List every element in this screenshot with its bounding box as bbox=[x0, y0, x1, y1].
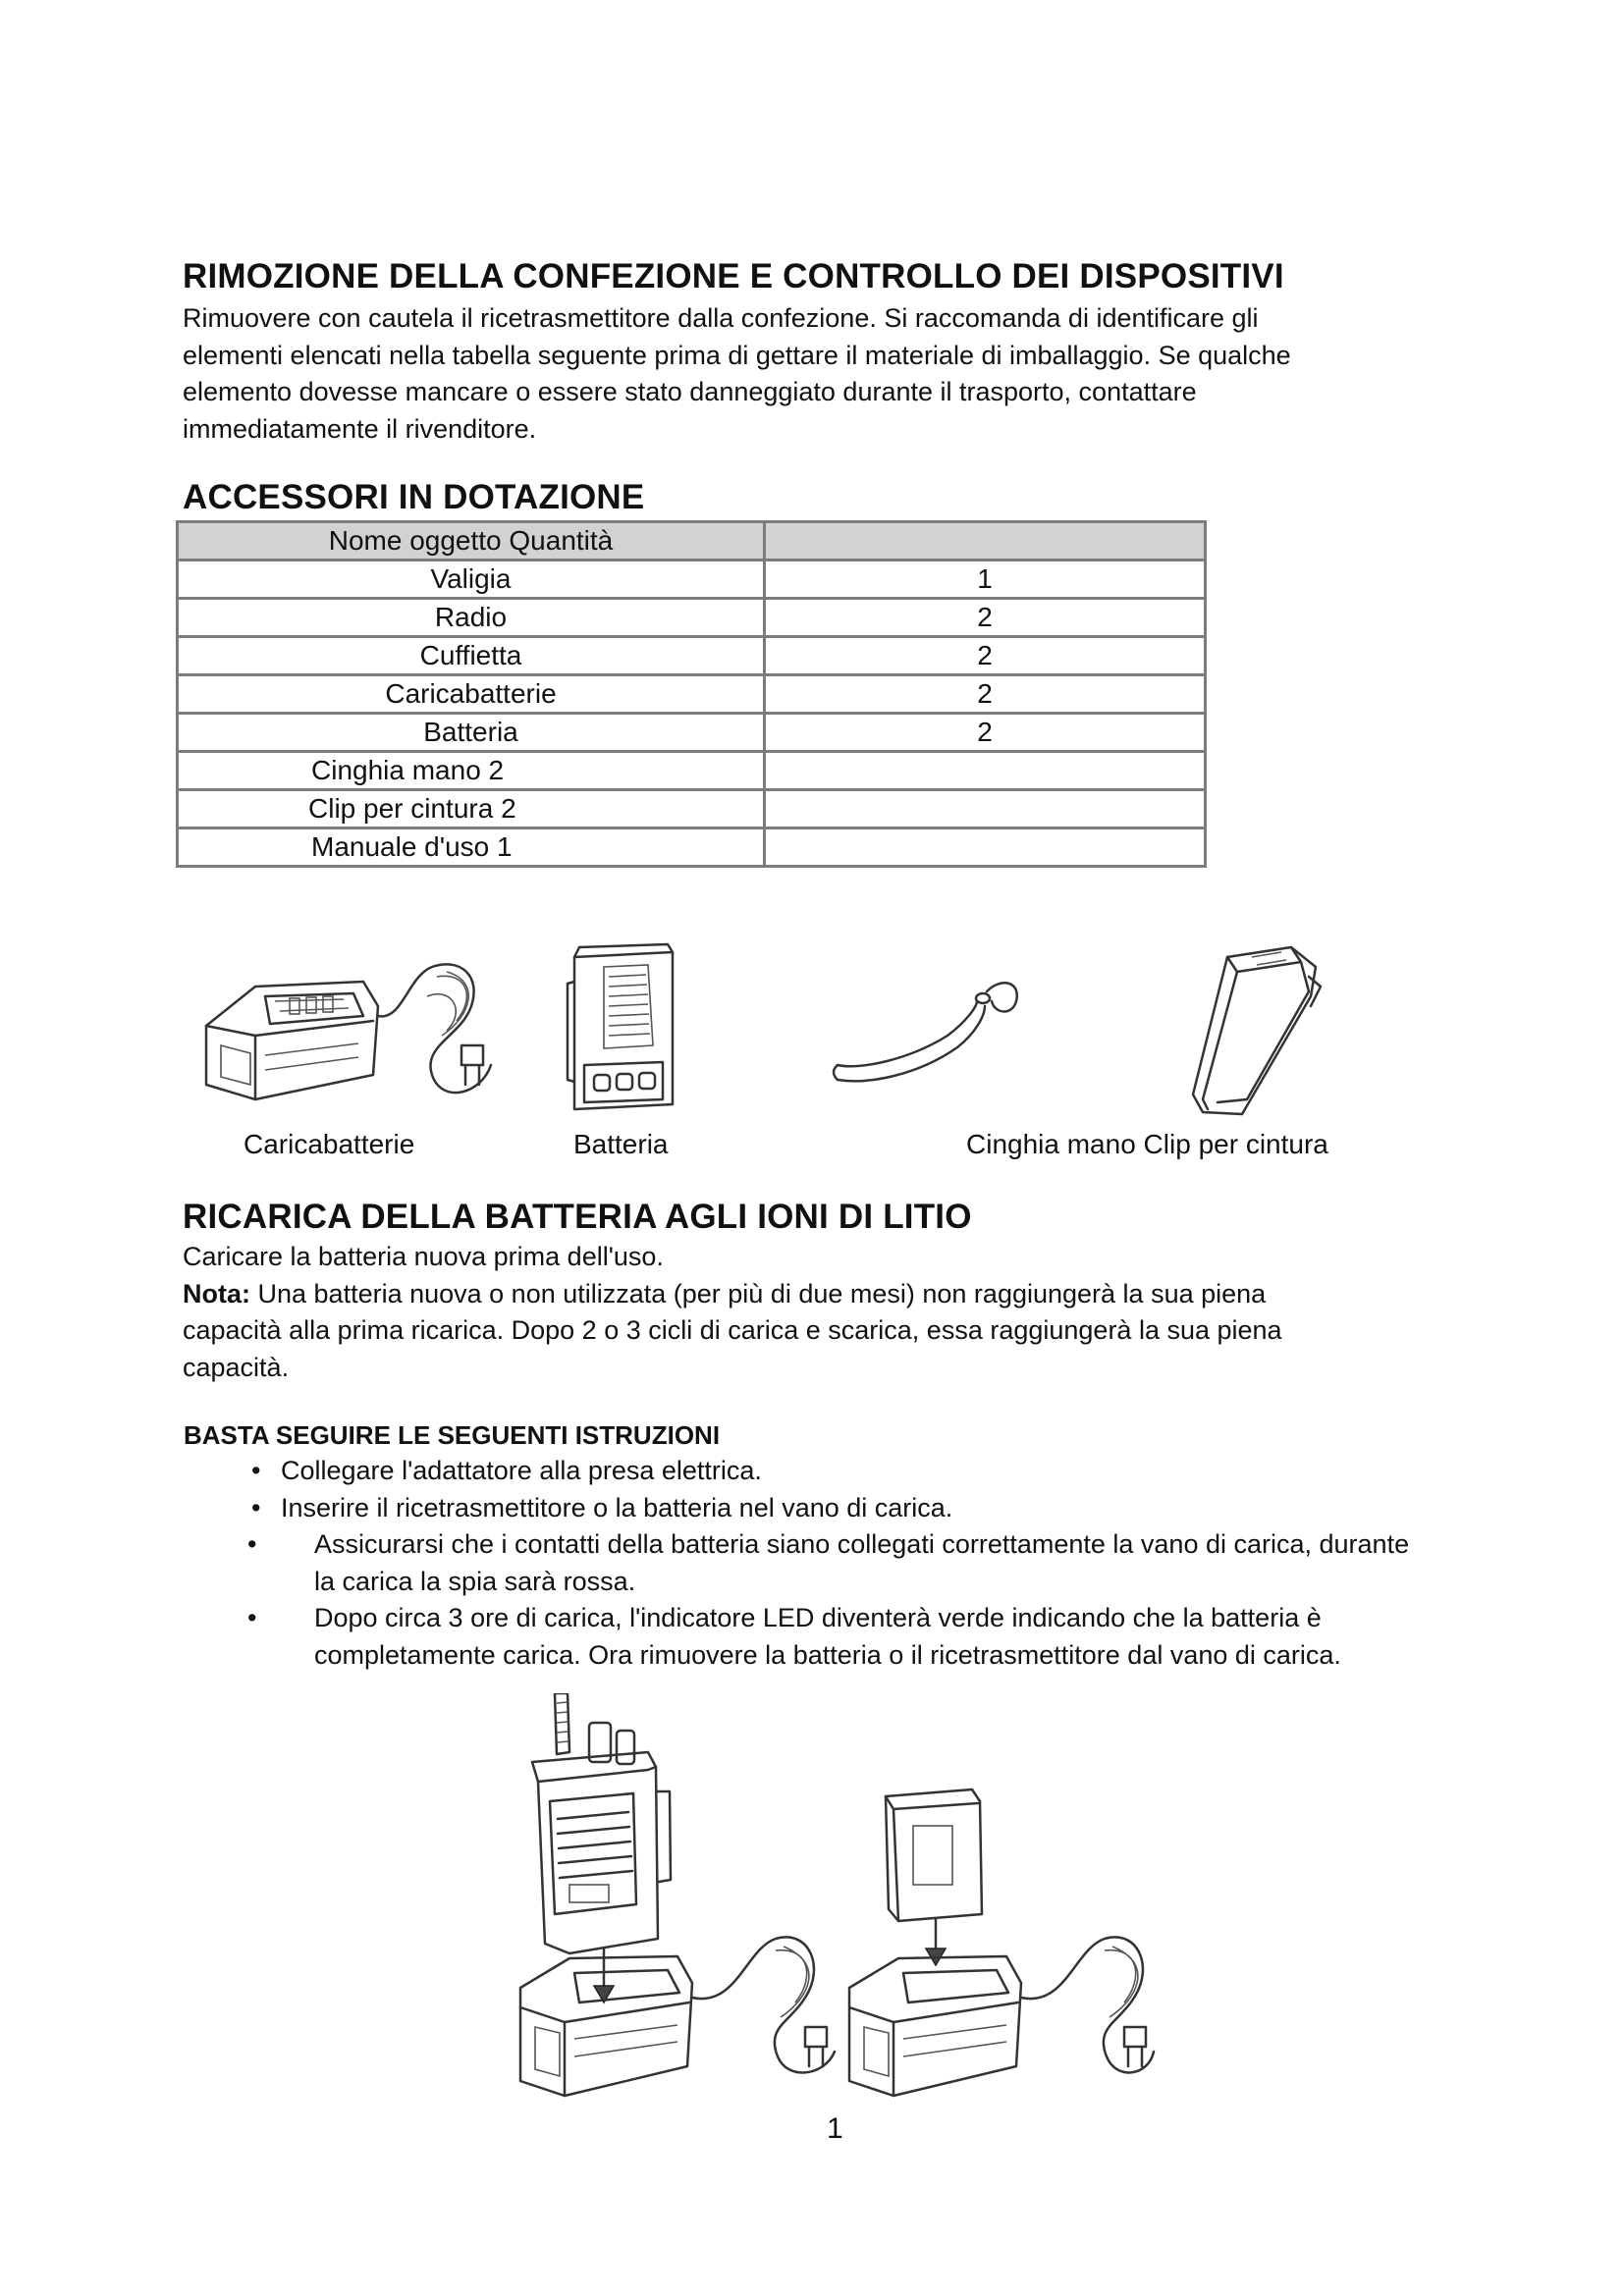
section-title-removal: RIMOZIONE DELLA CONFEZIONE E CONTROLLO DEI DISPOSITIVI bbox=[183, 257, 1284, 295]
radio-illustration bbox=[532, 1693, 671, 1953]
table-row bbox=[178, 637, 1206, 675]
note-line: capacità. bbox=[183, 1352, 290, 1382]
removal-line: elementi elencati nella tabella seguente prima di gettare il materiale di imballaggio. Se qualche bbox=[183, 340, 1291, 370]
caption-battery: Batteria bbox=[573, 1129, 669, 1159]
note-line bbox=[183, 1276, 1489, 1313]
caption-strap-clip: Cinghia mano Clip per cintura bbox=[966, 1129, 1328, 1159]
item-quantity: 1 bbox=[765, 561, 1206, 599]
section-title-accessories: ACCESSORI IN DOTAZIONE bbox=[183, 478, 645, 516]
note-label: Nota: bbox=[183, 1278, 250, 1308]
table-header-cell-empty bbox=[765, 522, 1206, 561]
item-quantity bbox=[765, 790, 1206, 828]
page-number: 1 bbox=[827, 2112, 843, 2145]
belt-clip-illustration bbox=[1173, 937, 1330, 1129]
hand-strap-illustration bbox=[830, 977, 1026, 1095]
item-quantity: 2 bbox=[765, 714, 1206, 752]
table-row bbox=[178, 790, 1206, 828]
left-charger-illustration bbox=[520, 1937, 835, 2096]
item-name: Valigia bbox=[178, 561, 765, 599]
list-item bbox=[183, 1453, 1498, 1490]
item-name: Radio bbox=[178, 599, 765, 637]
instruction-list bbox=[183, 1453, 1498, 1674]
bullet-icon: • bbox=[251, 1492, 261, 1522]
note-text: Una batteria nuova o non utilizzata (per più di due mesi) non raggiungerà la sua piena bbox=[250, 1278, 1267, 1308]
bullet-icon: • bbox=[251, 1456, 261, 1485]
table-row bbox=[178, 561, 1206, 599]
item-name: Manuale d'uso 1 bbox=[178, 828, 765, 867]
charger-illustration bbox=[196, 937, 511, 1124]
item-name: Clip per cintura 2 bbox=[178, 790, 765, 828]
standalone-battery-illustration bbox=[886, 1789, 982, 1921]
section-title-charging: RICARICA DELLA BATTERIA AGLI IONI DI LITIO bbox=[183, 1198, 972, 1236]
bullet-icon: • bbox=[247, 1603, 257, 1632]
item-quantity: 2 bbox=[765, 637, 1206, 675]
list-item bbox=[183, 1600, 1498, 1674]
item-name: Batteria bbox=[178, 714, 765, 752]
step-text: Assicurarsi che i contatti della batteria siano collegati correttamente la vano di carica, durante la carica la spia sarà rossa. bbox=[314, 1529, 1410, 1596]
right-charger-illustration bbox=[849, 1937, 1154, 2096]
table-header-cell: Nome oggetto Quantità bbox=[178, 522, 765, 561]
caption-charger: Caricabatterie bbox=[244, 1129, 415, 1159]
bullet-icon: • bbox=[247, 1529, 257, 1559]
list-item bbox=[183, 1526, 1479, 1600]
step-text: Collegare l'adattatore alla presa elettrica. bbox=[281, 1456, 762, 1485]
table-row bbox=[178, 828, 1206, 867]
charging-illustration bbox=[511, 1693, 1159, 2115]
list-item bbox=[183, 1490, 1498, 1527]
section-title-instructions: BASTA SEGUIRE LE SEGUENTI ISTRUZIONI bbox=[184, 1420, 721, 1450]
removal-line: Rimuovere con cautela il ricetrasmettitore dalla confezione. Si raccomanda di identificare gli bbox=[183, 303, 1259, 333]
table-row bbox=[178, 675, 1206, 714]
step-text: Dopo circa 3 ore di carica, l'indicatore LED diventerà verde indicando che la batteria è completamente carica. Ora rimuovere la batteria o il ricetrasmettitore dal vano di carica. bbox=[314, 1603, 1341, 1670]
accessories-table bbox=[176, 520, 1207, 868]
item-name: Caricabatterie bbox=[178, 675, 765, 714]
table-header-row bbox=[178, 522, 1206, 561]
item-quantity bbox=[765, 752, 1206, 790]
item-quantity: 2 bbox=[765, 675, 1206, 714]
item-name: Cuffietta bbox=[178, 637, 765, 675]
removal-paragraph bbox=[183, 300, 1489, 448]
removal-line: elemento dovesse mancare o essere stato danneggiato durante il trasporto, contattare bbox=[183, 377, 1197, 406]
step-text: Inserire il ricetrasmettitore o la batteria nel vano di carica. bbox=[281, 1492, 953, 1522]
table-row bbox=[178, 714, 1206, 752]
note-line: capacità alla prima ricarica. Dopo 2 o 3 cicli di carica e scarica, essa raggiungerà la sua piena bbox=[183, 1315, 1282, 1345]
item-quantity bbox=[765, 828, 1206, 867]
charging-intro: Caricare la batteria nuova prima dell'uso. bbox=[183, 1242, 664, 1271]
battery-illustration bbox=[560, 942, 687, 1124]
table-row bbox=[178, 752, 1206, 790]
item-name: Cinghia mano 2 bbox=[178, 752, 765, 790]
item-quantity: 2 bbox=[765, 599, 1206, 637]
charging-paragraph bbox=[183, 1239, 1489, 1386]
removal-line: immediatamente il rivenditore. bbox=[183, 413, 537, 444]
table-row bbox=[178, 599, 1206, 637]
